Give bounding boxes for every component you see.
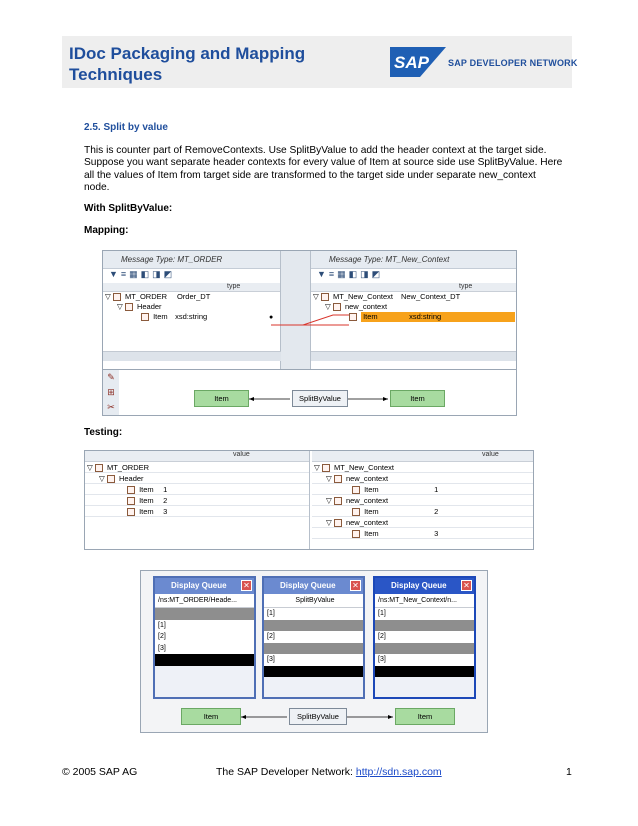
node-icon <box>334 475 342 483</box>
node-icon <box>95 464 103 472</box>
queue-path: /ns:MT_New_Context/n... <box>375 594 474 608</box>
sap-logo <box>390 47 446 77</box>
node-icon <box>127 486 135 494</box>
node-icon <box>352 530 360 538</box>
target-toolbar[interactable]: ▼≡▦◧◨◩ <box>317 269 384 279</box>
mapping-editor <box>103 369 517 416</box>
section-heading: 2.5. Split by value <box>84 122 168 133</box>
test-row[interactable]: Item 1 <box>85 484 309 495</box>
queue-source-item-box[interactable]: Item <box>181 708 241 725</box>
target-structure-pane: Message Type: MT_New_Context ▼≡▦◧◨◩ type ▽ MT_New_Context New_Context_DT ▽ new_context Item xsd:string <box>310 251 517 369</box>
target-item-box[interactable]: Item <box>390 390 445 407</box>
with-splitbyvalue-label: With SplitByValue: <box>84 203 173 214</box>
queue-title: Display Queue <box>155 578 254 594</box>
queue-splitbyvalue-box[interactable]: SplitByValue <box>289 708 347 725</box>
node-icon <box>334 497 342 505</box>
display-queue-target: Display Queue ✕ /ns:MT_New_Context/n... [1] [2] [3] <box>373 576 476 699</box>
tree-row[interactable]: ▽ MT_New_Context New_Context_DT <box>313 292 461 301</box>
mapping-link-lines <box>103 251 517 369</box>
test-row[interactable]: Item 2 <box>312 506 534 517</box>
close-icon[interactable]: ✕ <box>241 580 252 591</box>
test-target-tree: value ▽ MT_New_Context ▽ new_context Item 1 ▽ new_context Item 2 ▽ new_context Item 3 <box>312 451 534 550</box>
queue-path: SplitByValue <box>264 594 363 608</box>
node-icon <box>107 475 115 483</box>
node-icon <box>127 497 135 505</box>
tree-row-selected[interactable]: Item xsd:string <box>311 312 517 322</box>
source-item-box[interactable]: Item <box>194 390 249 407</box>
close-icon[interactable]: ✕ <box>461 580 472 591</box>
test-row[interactable]: ▽ MT_ORDER <box>85 462 309 473</box>
flow-arrows <box>103 370 517 416</box>
tree-row[interactable]: Item xsd:string ● <box>103 312 280 322</box>
test-source-tree: value ▽ MT_ORDER ▽ Header Item 1 Item 2 Item 3 <box>85 451 310 550</box>
node-icon <box>127 508 135 516</box>
footer-copyright: © 2005 SAP AG <box>62 766 138 778</box>
queue-target-item-box[interactable]: Item <box>395 708 455 725</box>
mapping-screenshot <box>102 250 517 416</box>
target-message-type: Message Type: MT_New_Context <box>311 251 517 269</box>
page-number: 1 <box>566 766 572 778</box>
node-icon <box>322 464 330 472</box>
test-row[interactable]: Item 1 <box>312 484 534 495</box>
footer-link[interactable]: http://sdn.sap.com <box>355 766 442 778</box>
test-row[interactable]: Item 3 <box>312 528 534 539</box>
close-icon[interactable]: ✕ <box>350 580 361 591</box>
display-queue-source: Display Queue ✕ /ns:MT_ORDER/Heade... [1] [2] [3] <box>153 576 256 699</box>
test-row[interactable]: Item 3 <box>85 506 309 517</box>
test-row[interactable]: ▽ new_context <box>312 495 534 506</box>
display-queues-screenshot <box>140 570 488 733</box>
queue-flow-arrows <box>141 571 488 733</box>
test-row[interactable]: Item 2 <box>85 495 309 506</box>
testing-label: Testing: <box>84 427 123 438</box>
tree-row[interactable]: ▽ MT_ORDER Order_DT <box>105 292 211 301</box>
tree-row[interactable]: ▽ Header <box>117 302 162 311</box>
mapping-label: Mapping: <box>84 225 129 236</box>
body-paragraph: This is counter part of RemoveContexts. Use SplitByValue to add the header context at the target side. Suppose you want separate header contexts for every value of Item at source side use SplitByValue. Here all the values of Item from target side are transformed to the target side under separate new_context node. <box>84 145 563 194</box>
test-row[interactable]: ▽ new_context <box>312 517 534 528</box>
queue-title: Display Queue <box>375 578 474 594</box>
testing-screenshot <box>84 450 534 550</box>
footer-network: The SAP Developer Network: http://sdn.sap.com <box>216 766 442 778</box>
developer-network-label: SAP DEVELOPER NETWORK <box>448 58 578 68</box>
queue-title: Display Queue <box>264 578 363 594</box>
svg-text:SAP: SAP <box>394 53 429 72</box>
test-row[interactable]: ▽ MT_New_Context <box>312 462 534 473</box>
source-structure-pane: Message Type: MT_ORDER ▼≡▦◧◨◩ type ▽ MT_ORDER Order_DT ▽ Header Item xsd:string ● <box>103 251 281 369</box>
display-queue-function: Display Queue ✕ SplitByValue [1] [2] [3] <box>262 576 365 699</box>
queue-path: /ns:MT_ORDER/Heade... <box>155 594 254 608</box>
test-row[interactable]: ▽ new_context <box>312 473 534 484</box>
source-message-type: Message Type: MT_ORDER <box>103 251 280 269</box>
editor-side-toolbar[interactable]: ✎ ⊞ ✂ <box>103 370 119 416</box>
node-icon <box>334 519 342 527</box>
splitbyvalue-function-box[interactable]: SplitByValue <box>292 390 348 407</box>
document-title: IDoc Packaging and Mapping Techniques <box>69 44 306 84</box>
node-icon <box>352 486 360 494</box>
source-toolbar[interactable]: ▼≡▦◧◨◩ <box>109 269 176 279</box>
tree-row[interactable]: ▽ new_context <box>325 302 388 311</box>
test-row[interactable]: ▽ Header <box>85 473 309 484</box>
node-icon <box>352 508 360 516</box>
